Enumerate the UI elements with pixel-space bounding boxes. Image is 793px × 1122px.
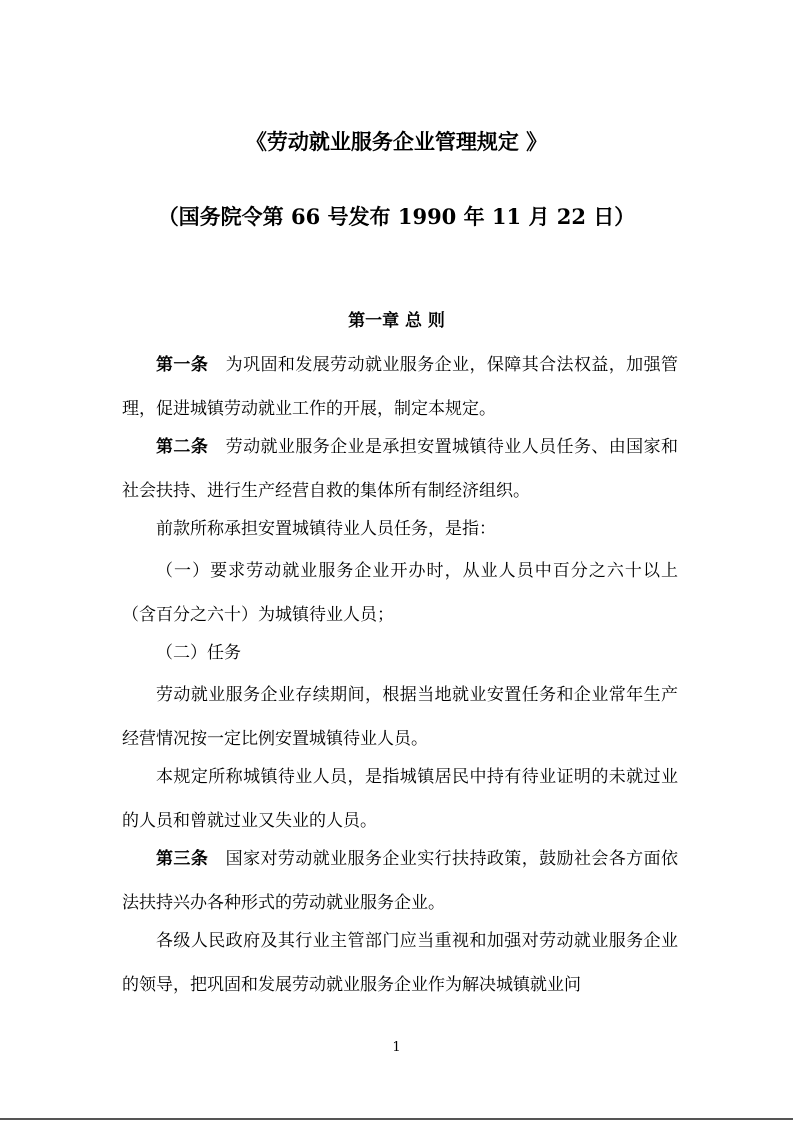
paragraph-text: （一）要求劳动就业服务企业开办时，从业人员中百分之六十以上（含百分之六十）为城镇待业人员； — [122, 561, 678, 625]
paragraph-text: 各级人民政府及其行业主管部门应当重视和加强对劳动就业服务企业的领导，把巩固和发展劳动就业服务企业作为解决城镇就业问 — [122, 931, 678, 995]
article-label: 第三条 — [156, 849, 209, 869]
page-number: 1 — [392, 1040, 401, 1055]
paragraph — [122, 673, 678, 761]
article-label: 第二条 — [156, 437, 209, 457]
paragraph-text: 为巩固和发展劳动就业服务企业，保障其合法权益，加强管理，促进城镇劳动就业工作的开展，制定本规定。 — [122, 355, 679, 419]
paragraph-text: 劳动就业服务企业存续期间，根据当地就业安置任务和企业常年生产经营情况按一定比例安置城镇待业人员。 — [122, 685, 678, 749]
paragraph-text: 国家对劳动就业服务企业实行扶持政策，鼓励社会各方面依法扶持兴办各种形式的劳动就业服务企业。 — [122, 849, 679, 913]
paragraph-text: 劳动就业服务企业是承担安置城镇待业人员任务、由国家和社会扶持、进行生产经营自救的集体所有制经济组织。 — [122, 437, 679, 501]
paragraph-article-2 — [122, 425, 678, 513]
paragraph-text: 本规定所称城镇待业人员，是指城镇居民中持有待业证明的未就过业的人员和曾就过业又失业的人员。 — [122, 767, 678, 831]
paragraph — [122, 631, 678, 675]
paragraph — [122, 549, 678, 637]
paragraph-article-1 — [122, 343, 678, 431]
page-bottom-edge — [0, 1118, 793, 1120]
paragraph — [122, 919, 678, 1007]
paragraph — [122, 507, 678, 551]
article-label: 第一条 — [156, 355, 209, 375]
document-subtitle: （国务院令第 66 号发布 1990 年 11 月 22 日） — [157, 204, 636, 229]
paragraph — [122, 755, 678, 843]
chapter-heading: 第一章 总 则 — [348, 311, 445, 331]
paragraph-text: 前款所称承担安置城镇待业人员任务，是指： — [156, 519, 496, 539]
paragraph-article-3 — [122, 837, 678, 925]
document-title: 《劳动就业服务企业管理规定 》 — [245, 129, 548, 154]
paragraph-text: （二）任务 — [156, 643, 241, 663]
